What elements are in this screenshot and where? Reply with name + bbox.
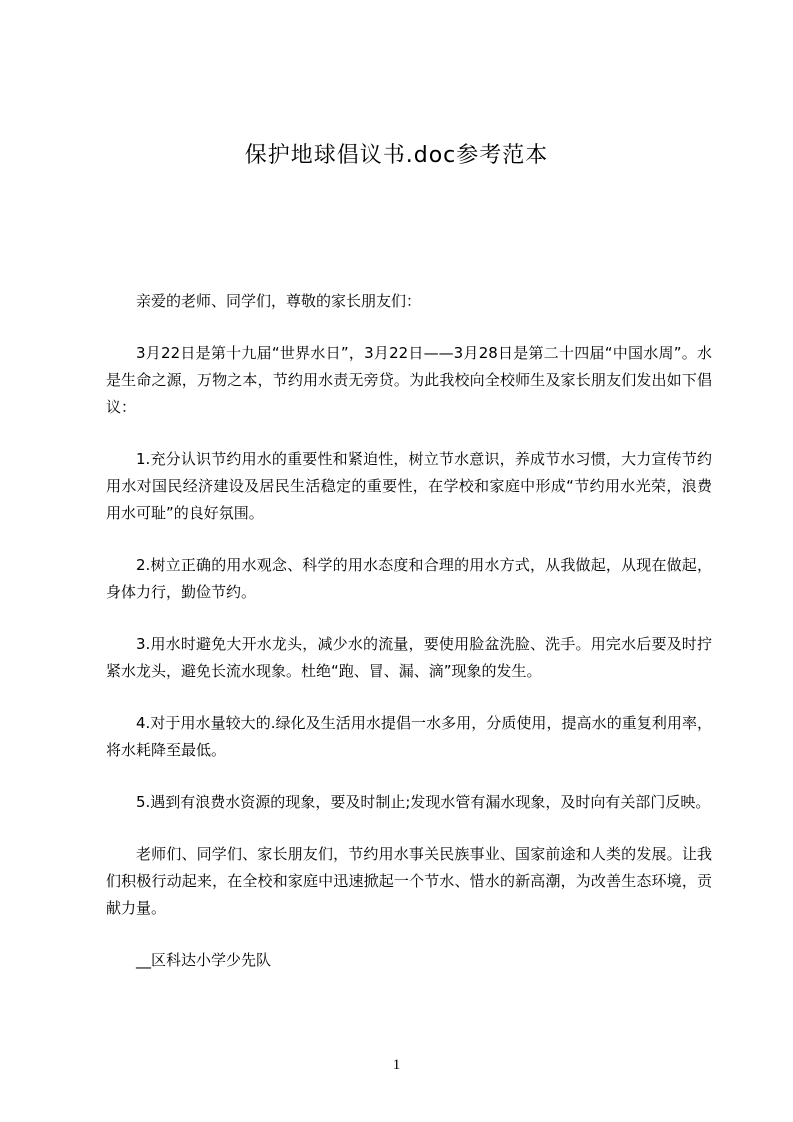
document-title: 保护地球倡议书.doc参考范本 [244,143,549,168]
page-number: 1 [392,1057,401,1073]
greeting-paragraph: 亲爱的老师、同学们，尊敬的家长朋友们： [136,292,422,310]
intro-paragraph: 3月22日是第十九届“世界水日”，3月22日——3月28日是第二十四届“中国水周”。水是生命之源，万物之本，节约用水责无旁贷。为此我校向全校师生及家长朋友们发出如下倡议： [106,344,712,416]
closing-paragraph: 老师们、同学们、家长朋友们，节约用水事关民族事业、国家前途和人类的发展。让我们积极行动起来，在全校和家庭中迅速掀起一个节水、惜水的新高潮，为改善生态环境，贡献力量。 [106,845,712,917]
signature-line: __区科达小学少先队 [136,951,272,969]
proposal-item-2: 2.树立正确的用水观念、科学的用水态度和合理的用水方式，从我做起，从现在做起，身体力行，勤俭节约。 [106,556,712,601]
proposal-item-3: 3.用水时避免大开水龙头，减少水的流量，要使用脸盆洗脸、洗手。用完水后要及时拧紧水龙头，避免长流水现象。杜绝“跑、冒、漏、滴”现象的发生。 [106,635,712,680]
proposal-item-1: 1.充分认识节约用水的重要性和紧迫性，树立节水意识，养成节水习惯，大力宣传节约用水对国民经济建设及居民生活稳定的重要性，在学校和家庭中形成“节约用水光荣，浪费用水可耻”的良好氛围。 [106,450,712,522]
proposal-item-4: 4.对于用水量较大的.绿化及生活用水提倡一水多用，分质使用，提高水的重复利用率，将水耗降至最低。 [106,714,712,759]
document-body [106,288,712,974]
proposal-item-5: 5.遇到有浪费水资源的现象，要及时制止;发现水管有漏水现象，及时向有关部门反映。 [136,793,711,811]
